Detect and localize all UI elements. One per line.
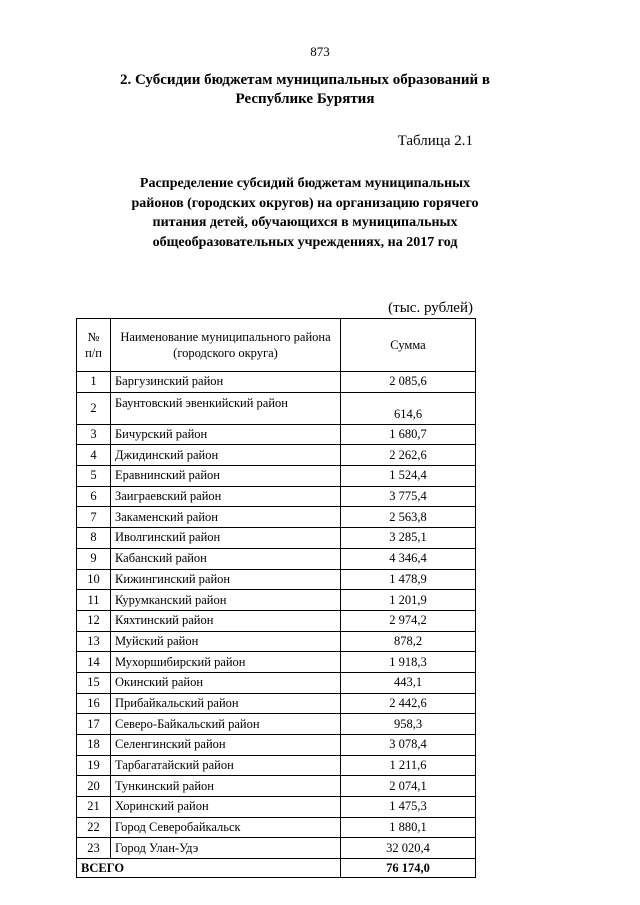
row-number: 13 bbox=[77, 631, 111, 652]
row-number: 8 bbox=[77, 528, 111, 549]
table-row bbox=[77, 631, 476, 652]
row-sum: 1 918,3 bbox=[341, 652, 476, 673]
row-name: Прибайкальский район bbox=[111, 693, 341, 714]
row-name: Джидинский район bbox=[111, 445, 341, 466]
table-row bbox=[77, 466, 476, 487]
total-row bbox=[77, 859, 476, 878]
row-name: Баунтовский эвенкийский район bbox=[111, 392, 341, 424]
table-row bbox=[77, 486, 476, 507]
row-number: 18 bbox=[77, 735, 111, 756]
row-name: Кяхтинский район bbox=[111, 610, 341, 631]
header-num-line1: № bbox=[87, 330, 100, 344]
row-number: 14 bbox=[77, 652, 111, 673]
header-num bbox=[77, 319, 111, 372]
row-sum: 2 262,6 bbox=[341, 445, 476, 466]
row-sum: 2 974,2 bbox=[341, 610, 476, 631]
subsidy-table bbox=[76, 318, 476, 878]
row-number: 5 bbox=[77, 466, 111, 487]
section-title-line1: 2. Субсидии бюджетам муниципальных образований в bbox=[119, 72, 491, 88]
row-sum: 958,3 bbox=[341, 714, 476, 735]
total-label: ВСЕГО bbox=[77, 859, 341, 878]
header-sum: Сумма bbox=[341, 319, 476, 372]
table-row bbox=[77, 797, 476, 818]
table-row bbox=[77, 652, 476, 673]
row-name: Город Северобайкальск bbox=[111, 817, 341, 838]
row-number: 17 bbox=[77, 714, 111, 735]
row-name: Город Улан-Удэ bbox=[111, 838, 341, 859]
table-title-line: Распределение субсидий бюджетам муниципальных bbox=[139, 176, 471, 191]
table-row bbox=[77, 372, 476, 393]
row-name: Иволгинский район bbox=[111, 528, 341, 549]
table-row bbox=[77, 392, 476, 424]
section-title bbox=[70, 71, 540, 109]
row-sum: 1 201,9 bbox=[341, 590, 476, 611]
row-name: Тункинский район bbox=[111, 776, 341, 797]
total-sum: 76 174,0 bbox=[341, 859, 476, 878]
row-number: 11 bbox=[77, 590, 111, 611]
row-number: 2 bbox=[77, 392, 111, 424]
row-sum: 2 563,8 bbox=[341, 507, 476, 528]
row-number: 15 bbox=[77, 672, 111, 693]
row-name: Закаменский район bbox=[111, 507, 341, 528]
table-header-row bbox=[77, 319, 476, 372]
table-body bbox=[77, 372, 476, 859]
row-number: 12 bbox=[77, 610, 111, 631]
row-number: 20 bbox=[77, 776, 111, 797]
row-number: 19 bbox=[77, 755, 111, 776]
table-row bbox=[77, 817, 476, 838]
row-number: 4 bbox=[77, 445, 111, 466]
table-title-line: питания детей, обучающихся в муниципальных bbox=[152, 215, 458, 230]
row-name: Баргузинский район bbox=[111, 372, 341, 393]
table-row bbox=[77, 714, 476, 735]
row-sum: 1 475,3 bbox=[341, 797, 476, 818]
table-row bbox=[77, 569, 476, 590]
row-name: Муйский район bbox=[111, 631, 341, 652]
row-sum: 3 078,4 bbox=[341, 735, 476, 756]
row-sum: 1 211,6 bbox=[341, 755, 476, 776]
table-row bbox=[77, 755, 476, 776]
unit-note: (тыс. рублей) bbox=[388, 300, 473, 316]
row-number: 23 bbox=[77, 838, 111, 859]
row-name: Еравнинский район bbox=[111, 466, 341, 487]
table-row bbox=[77, 838, 476, 859]
row-sum: 1 680,7 bbox=[341, 424, 476, 445]
row-name: Хоринский район bbox=[111, 797, 341, 818]
table-label: Таблица 2.1 bbox=[397, 133, 473, 149]
row-sum: 4 346,4 bbox=[341, 548, 476, 569]
row-sum: 1 880,1 bbox=[341, 817, 476, 838]
section-title-line2: Республике Бурятия bbox=[235, 91, 375, 107]
row-sum: 878,2 bbox=[341, 631, 476, 652]
table-row bbox=[77, 672, 476, 693]
header-name-line2: (городского округа) bbox=[173, 346, 278, 360]
row-sum: 1 524,4 bbox=[341, 466, 476, 487]
table-row bbox=[77, 445, 476, 466]
table-row bbox=[77, 528, 476, 549]
row-sum: 2 074,1 bbox=[341, 776, 476, 797]
row-name: Северо-Байкальский район bbox=[111, 714, 341, 735]
row-name: Окинский район bbox=[111, 672, 341, 693]
row-number: 3 bbox=[77, 424, 111, 445]
row-name: Кабанский район bbox=[111, 548, 341, 569]
table-row bbox=[77, 693, 476, 714]
row-sum: 614,6 bbox=[341, 392, 476, 424]
table-title bbox=[70, 174, 540, 252]
row-number: 1 bbox=[77, 372, 111, 393]
row-sum: 3 285,1 bbox=[341, 528, 476, 549]
row-name: Мухоршибирский район bbox=[111, 652, 341, 673]
header-name bbox=[111, 319, 341, 372]
row-number: 21 bbox=[77, 797, 111, 818]
row-name: Тарбагатайский район bbox=[111, 755, 341, 776]
table-title-line: районов (городских округов) на организацию горячего bbox=[131, 195, 479, 211]
table-title-line: общеобразовательных учреждениях, на 2017 год bbox=[152, 234, 458, 250]
table-row bbox=[77, 610, 476, 631]
table-row bbox=[77, 548, 476, 569]
table-row bbox=[77, 735, 476, 756]
row-name: Заиграевский район bbox=[111, 486, 341, 507]
row-sum: 443,1 bbox=[341, 672, 476, 693]
row-name: Бичурский район bbox=[111, 424, 341, 445]
table-row bbox=[77, 776, 476, 797]
row-number: 10 bbox=[77, 569, 111, 590]
row-sum: 1 478,9 bbox=[341, 569, 476, 590]
header-name-line1: Наименование муниципального района bbox=[120, 330, 331, 344]
row-number: 7 bbox=[77, 507, 111, 528]
row-number: 22 bbox=[77, 817, 111, 838]
row-name: Курумканский район bbox=[111, 590, 341, 611]
row-sum: 32 020,4 bbox=[341, 838, 476, 859]
row-name: Селенгинский район bbox=[111, 735, 341, 756]
table-row bbox=[77, 507, 476, 528]
row-number: 9 bbox=[77, 548, 111, 569]
header-num-line2: п/п bbox=[85, 346, 102, 360]
row-name: Кижингинский район bbox=[111, 569, 341, 590]
row-sum: 2 085,6 bbox=[341, 372, 476, 393]
row-sum: 2 442,6 bbox=[341, 693, 476, 714]
table-row bbox=[77, 590, 476, 611]
row-number: 6 bbox=[77, 486, 111, 507]
page-number: 873 bbox=[310, 44, 330, 59]
row-sum: 3 775,4 bbox=[341, 486, 476, 507]
row-number: 16 bbox=[77, 693, 111, 714]
table-row bbox=[77, 424, 476, 445]
